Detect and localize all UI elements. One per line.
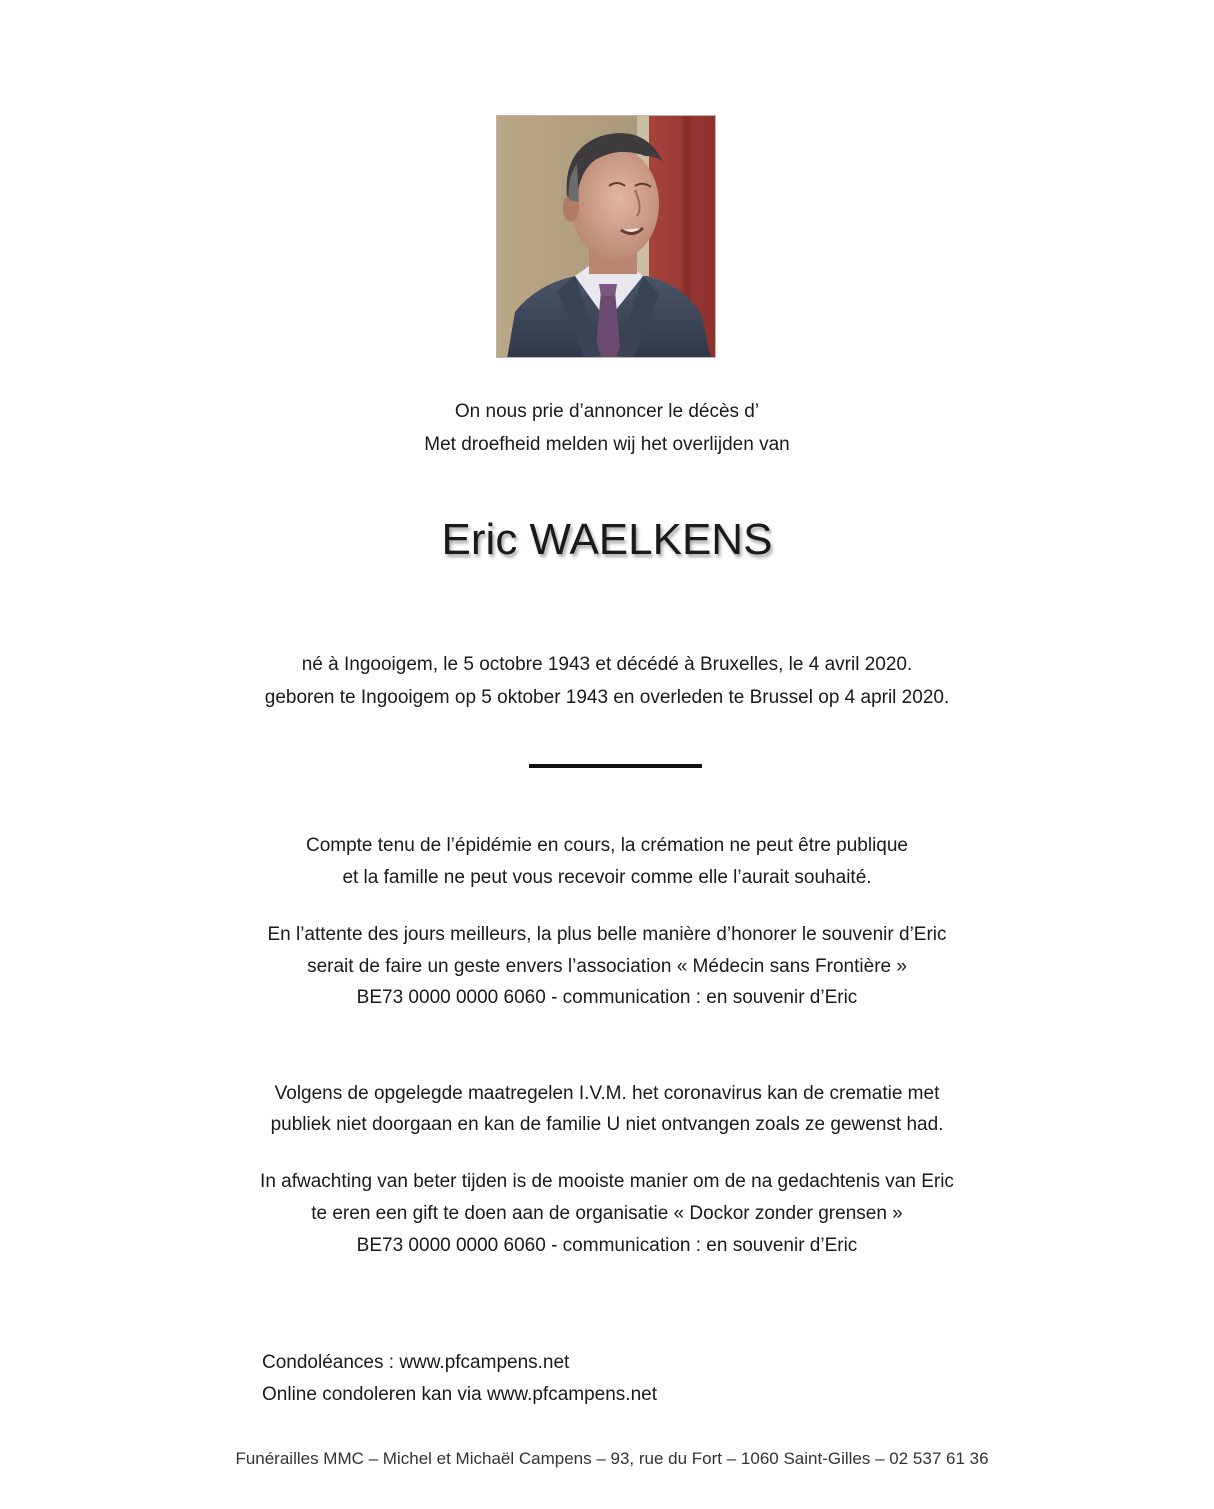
funeral-home-footer: Funérailles MMC – Michel et Michaël Campens – 93, rue du Fort – 1060 Saint-Gilles – 02 537 61 36 — [235, 1449, 989, 1468]
notice-nl-p2-line3: BE73 0000 0000 6060 - communication : en souvenir d’Eric — [356, 1235, 858, 1256]
notice-fr-p1-line2: et la famille ne peut vous recevoir comme elle l’aurait souhaité. — [342, 867, 872, 888]
dates-line-nl: geboren te Ingooigem op 5 oktober 1943 en overleden te Brussel op 4 april 2020. — [264, 687, 950, 708]
deceased-name: Eric WAELKENS — [441, 515, 773, 564]
intro-line-fr: On nous prie d’annoncer le décès d’ — [454, 401, 760, 422]
condolences-line-nl: Online condoleren kan via www.pfcampens.net — [262, 1384, 658, 1405]
portrait-photo — [496, 115, 716, 358]
notice-fr-p2-line3: BE73 0000 0000 6060 - communication : en souvenir d’Eric — [356, 987, 858, 1008]
divider — [529, 764, 702, 768]
notice-nl-p2-line2: te eren een gift te doen aan de organisatie « Dockor zonder grensen » — [311, 1203, 903, 1224]
notice-nl-p2-line1: In afwachting van beter tijden is de mooiste manier om de na gedachtenis van Eric — [260, 1171, 954, 1192]
notice-fr-p2-line2: serait de faire un geste envers l’association « Médecin sans Frontière » — [307, 956, 907, 977]
condolences-line-fr: Condoléances : www.pfcampens.net — [262, 1352, 570, 1373]
notice-nl-p1-line2: publiek niet doorgaan en kan de familie U niet ontvangen zoals ze gewenst had. — [270, 1114, 944, 1135]
notice-fr-p1-line1: Compte tenu de l’épidémie en cours, la crémation ne peut être publique — [305, 835, 909, 856]
dates-line-fr: né à Ingooigem, le 5 octobre 1943 et décédé à Bruxelles, le 4 avril 2020. — [301, 654, 913, 675]
portrait-illustration — [497, 116, 716, 358]
notice-fr-p2-line1: En l’attente des jours meilleurs, la plus belle manière d’honorer le souvenir d’Eric — [267, 924, 947, 945]
notice-nl-p1-line1: Volgens de opgelegde maatregelen I.V.M. het coronavirus kan de crematie met — [274, 1083, 940, 1104]
intro-line-nl: Met droefheid melden wij het overlijden van — [424, 434, 790, 455]
